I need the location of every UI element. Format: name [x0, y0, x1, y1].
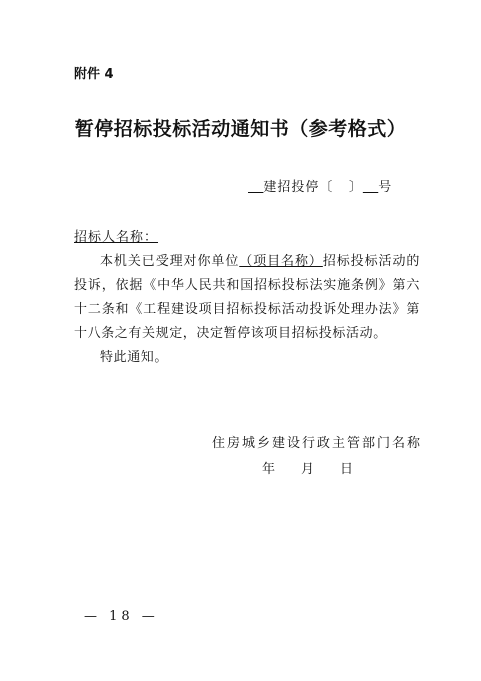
notice-body	[74, 250, 420, 370]
body-paragraph	[74, 250, 420, 346]
doc-number-blank	[248, 180, 263, 195]
document-number	[248, 176, 392, 195]
closing-paragraph: 特此通知。	[100, 350, 169, 365]
issuing-authority: 住房城乡建设行政主管部门名称	[212, 436, 423, 451]
doc-number-blank-2	[363, 180, 378, 195]
doc-number-suffix: 〕	[348, 180, 363, 195]
page-number: — 18 —	[84, 609, 159, 624]
body-text: 本机关已受理对你单位	[100, 254, 240, 269]
date-month: 月	[301, 462, 315, 477]
document-title: 暂停招标投标活动通知书（参考格式）	[74, 118, 407, 140]
body-text-continued: 招标投标活动的投诉，依据《中华人民共和国招标投标法实施条例》第六十二条和《工程建设项目招标投标活动投诉处理办法》第十八条之有关规定，决定暂停该项目招标投标活动。	[74, 254, 420, 341]
date-line	[260, 458, 353, 477]
attachment-label: 附件 4	[74, 67, 114, 82]
doc-number-end: 号	[378, 180, 393, 195]
doc-number-gap	[333, 180, 348, 195]
date-year: 年	[262, 462, 276, 477]
date-day: 日	[340, 462, 354, 477]
addressee-line: 招标人名称：	[74, 230, 159, 245]
project-name-placeholder: （项目名称）	[239, 254, 323, 269]
doc-number-prefix: 建招投停〔	[263, 180, 334, 195]
